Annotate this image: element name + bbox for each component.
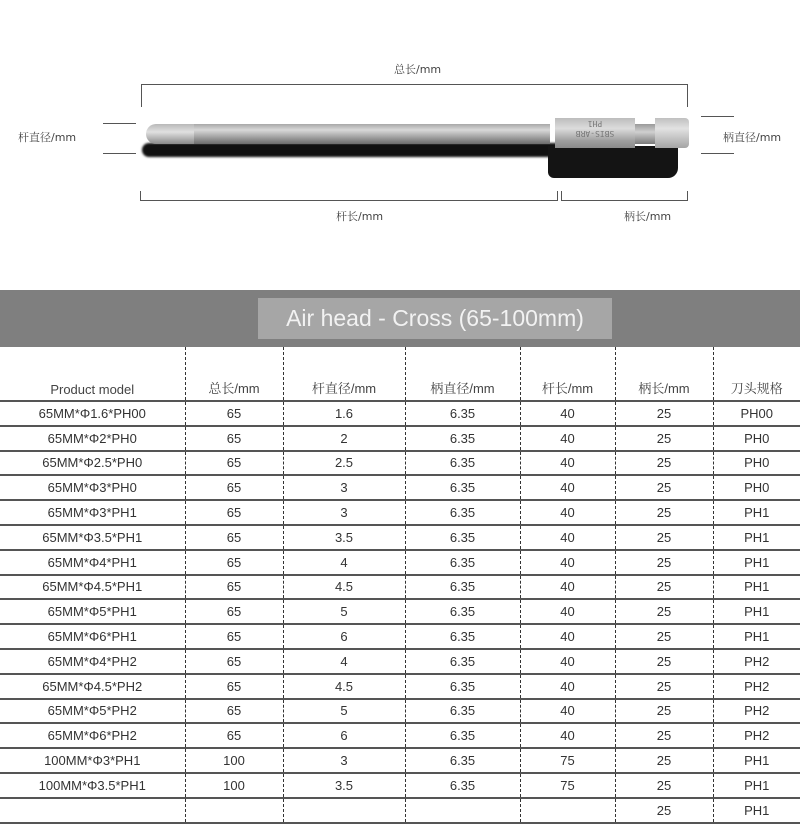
cell-shank-length: 25	[615, 798, 713, 823]
cell-shaft-length: 40	[520, 500, 615, 525]
cell-tip-spec: PH1	[713, 550, 800, 575]
cell-shank-length: 25	[615, 773, 713, 798]
cell-total-length: 65	[185, 674, 283, 699]
cell-shaft-diameter: 2.5	[283, 451, 405, 476]
cell-product-model: 65MM*Φ6*PH2	[0, 723, 185, 748]
cell-shank-length: 25	[615, 699, 713, 724]
cell-total-length: 65	[185, 624, 283, 649]
shank-diameter-tick-bottom	[701, 153, 734, 154]
cell-shaft-length: 75	[520, 748, 615, 773]
header-shaft-diameter: 杆直径/mm	[283, 347, 405, 401]
table-row	[0, 649, 800, 674]
cell-shaft-length: 40	[520, 451, 615, 476]
cell-shank-diameter: 6.35	[405, 649, 520, 674]
table-row	[0, 550, 800, 575]
cell-shank-length: 25	[615, 525, 713, 550]
cell-shank-length: 25	[615, 475, 713, 500]
cell-total-length: 65	[185, 451, 283, 476]
cell-product-model: 65MM*Φ5*PH1	[0, 599, 185, 624]
header-shank-diameter: 柄直径/mm	[405, 347, 520, 401]
table-row	[0, 723, 800, 748]
cell-shaft-length: 40	[520, 575, 615, 600]
cell-total-length: 65	[185, 550, 283, 575]
cell-shaft-length: 40	[520, 401, 615, 426]
shaft-diameter-tick-bottom	[103, 153, 136, 154]
table-header-row	[0, 347, 800, 401]
cell-shank-diameter: 6.35	[405, 475, 520, 500]
cell-shank-length: 25	[615, 723, 713, 748]
header-shank-length: 柄长/mm	[615, 347, 713, 401]
cell-total-length: 65	[185, 699, 283, 724]
cell-product-model	[0, 798, 185, 823]
spec-table	[0, 347, 800, 824]
header-tip-spec: 刀头规格	[713, 347, 800, 401]
cell-shank-diameter	[405, 798, 520, 823]
cell-total-length: 65	[185, 649, 283, 674]
cell-shank-length: 25	[615, 674, 713, 699]
cell-tip-spec: PH1	[713, 748, 800, 773]
shank-length-bracket-right	[687, 191, 688, 201]
cell-total-length: 65	[185, 426, 283, 451]
shaft-shadow	[142, 143, 562, 157]
cell-shank-diameter: 6.35	[405, 674, 520, 699]
table-row	[0, 500, 800, 525]
cell-shank-length: 25	[615, 426, 713, 451]
bit-dimension-diagram	[0, 0, 800, 290]
cell-total-length: 65	[185, 525, 283, 550]
cell-shaft-diameter: 4.5	[283, 674, 405, 699]
shaft-diameter-tick-top	[103, 123, 136, 124]
cell-shank-diameter: 6.35	[405, 748, 520, 773]
total-length-bracket-top	[141, 84, 688, 85]
cell-total-length: 65	[185, 475, 283, 500]
cell-tip-spec: PH00	[713, 401, 800, 426]
shank-length-bracket-left	[561, 191, 562, 201]
cell-shaft-length: 40	[520, 649, 615, 674]
shank-length-bracket-bottom	[561, 200, 688, 201]
cell-shank-diameter: 6.35	[405, 500, 520, 525]
cell-shaft-diameter: 6	[283, 624, 405, 649]
cell-product-model: 65MM*Φ3.5*PH1	[0, 525, 185, 550]
shaft-length-bracket-left	[140, 191, 141, 201]
cell-tip-spec: PH1	[713, 599, 800, 624]
cell-shaft-diameter: 3	[283, 500, 405, 525]
header-shaft-length: 杆长/mm	[520, 347, 615, 401]
cell-tip-spec: PH2	[713, 723, 800, 748]
cell-shaft-diameter: 5	[283, 699, 405, 724]
bit-shaft	[150, 124, 550, 144]
cell-shaft-length: 40	[520, 674, 615, 699]
cell-tip-spec: PH2	[713, 674, 800, 699]
cell-product-model: 65MM*Φ2.5*PH0	[0, 451, 185, 476]
table-row	[0, 748, 800, 773]
phillips-tip-icon	[146, 124, 194, 144]
cell-total-length: 65	[185, 401, 283, 426]
table-row	[0, 525, 800, 550]
cell-shaft-length: 40	[520, 599, 615, 624]
cell-product-model: 65MM*Φ3*PH0	[0, 475, 185, 500]
cell-shaft-length: 40	[520, 550, 615, 575]
table-body	[0, 401, 800, 823]
table-row	[0, 773, 800, 798]
table-row	[0, 475, 800, 500]
cell-tip-spec: PH0	[713, 475, 800, 500]
total-length-bracket-left	[141, 84, 142, 107]
table-row	[0, 798, 800, 823]
cell-shank-diameter: 6.35	[405, 401, 520, 426]
cell-shank-length: 25	[615, 748, 713, 773]
cell-shank-diameter: 6.35	[405, 773, 520, 798]
cell-shaft-diameter: 5	[283, 599, 405, 624]
cell-product-model: 100MM*Φ3*PH1	[0, 748, 185, 773]
shaft-diameter-label: 杆直径/mm	[18, 131, 77, 144]
header-product-model: Product model	[0, 347, 185, 401]
hex-end	[655, 118, 689, 148]
cell-product-model: 65MM*Φ5*PH2	[0, 699, 185, 724]
cell-shaft-length: 40	[520, 723, 615, 748]
cell-product-model: 65MM*Φ6*PH1	[0, 624, 185, 649]
cell-tip-spec: PH1	[713, 773, 800, 798]
cell-shaft-diameter: 3.5	[283, 525, 405, 550]
table-row	[0, 426, 800, 451]
cell-tip-spec: PH0	[713, 426, 800, 451]
cell-tip-spec: PH1	[713, 525, 800, 550]
cell-shank-length: 25	[615, 624, 713, 649]
shaft-length-bracket-right	[557, 191, 558, 201]
cell-shank-diameter: 6.35	[405, 575, 520, 600]
table-row	[0, 674, 800, 699]
cell-shank-diameter: 6.35	[405, 426, 520, 451]
cell-total-length: 65	[185, 575, 283, 600]
cell-shank-diameter: 6.35	[405, 624, 520, 649]
section-title: Air head - Cross (65-100mm)	[258, 298, 612, 339]
cell-shaft-diameter: 1.6	[283, 401, 405, 426]
bit-marking: SBIS-ARB PH1	[575, 119, 615, 138]
cell-shaft-diameter: 6	[283, 723, 405, 748]
cell-product-model: 65MM*Φ2*PH0	[0, 426, 185, 451]
table-row	[0, 451, 800, 476]
cell-shaft-length: 75	[520, 773, 615, 798]
shaft-length-label: 杆长/mm	[336, 210, 384, 223]
cell-shank-length: 25	[615, 575, 713, 600]
cell-shaft-diameter: 3.5	[283, 773, 405, 798]
total-length-bracket-right	[687, 84, 688, 107]
cell-shaft-diameter: 3	[283, 475, 405, 500]
cell-shaft-diameter: 4	[283, 550, 405, 575]
cell-shaft-length	[520, 798, 615, 823]
shank-length-label: 柄长/mm	[624, 210, 672, 223]
table-row	[0, 599, 800, 624]
cell-shaft-diameter: 3	[283, 748, 405, 773]
table-row	[0, 575, 800, 600]
cell-shank-diameter: 6.35	[405, 699, 520, 724]
shank-diameter-tick-top	[701, 116, 734, 117]
cell-shank-length: 25	[615, 500, 713, 525]
cell-shank-diameter: 6.35	[405, 550, 520, 575]
shaft-length-bracket-bottom	[140, 200, 558, 201]
cell-shank-length: 25	[615, 599, 713, 624]
cell-shaft-length: 40	[520, 624, 615, 649]
cell-product-model: 100MM*Φ3.5*PH1	[0, 773, 185, 798]
cell-shaft-diameter	[283, 798, 405, 823]
cell-shaft-length: 40	[520, 699, 615, 724]
total-length-label: 总长/mm	[394, 63, 442, 76]
cell-total-length	[185, 798, 283, 823]
table-row	[0, 624, 800, 649]
cell-tip-spec: PH1	[713, 500, 800, 525]
shank-diameter-label: 柄直径/mm	[723, 131, 782, 144]
cell-shank-length: 25	[615, 550, 713, 575]
cell-tip-spec: PH1	[713, 798, 800, 823]
table-row	[0, 699, 800, 724]
cell-shank-diameter: 6.35	[405, 599, 520, 624]
cell-product-model: 65MM*Φ4*PH2	[0, 649, 185, 674]
cell-product-model: 65MM*Φ1.6*PH00	[0, 401, 185, 426]
table-row	[0, 401, 800, 426]
cell-tip-spec: PH2	[713, 649, 800, 674]
cell-total-length: 65	[185, 500, 283, 525]
cell-shaft-diameter: 4	[283, 649, 405, 674]
cell-product-model: 65MM*Φ3*PH1	[0, 500, 185, 525]
shank-shadow	[548, 146, 678, 178]
cell-shaft-length: 40	[520, 475, 615, 500]
cell-shank-diameter: 6.35	[405, 723, 520, 748]
cell-shank-length: 25	[615, 451, 713, 476]
cell-shaft-diameter: 2	[283, 426, 405, 451]
cell-shank-diameter: 6.35	[405, 525, 520, 550]
cell-product-model: 65MM*Φ4.5*PH1	[0, 575, 185, 600]
cell-shank-length: 25	[615, 401, 713, 426]
cell-product-model: 65MM*Φ4*PH1	[0, 550, 185, 575]
cell-total-length: 100	[185, 773, 283, 798]
cell-shank-length: 25	[615, 649, 713, 674]
cell-shaft-length: 40	[520, 525, 615, 550]
cell-tip-spec: PH1	[713, 575, 800, 600]
cell-total-length: 100	[185, 748, 283, 773]
cell-tip-spec: PH2	[713, 699, 800, 724]
shank-groove	[635, 124, 655, 144]
cell-shaft-length: 40	[520, 426, 615, 451]
cell-shank-diameter: 6.35	[405, 451, 520, 476]
cell-shaft-diameter: 4.5	[283, 575, 405, 600]
section-banner	[0, 290, 800, 347]
cell-product-model: 65MM*Φ4.5*PH2	[0, 674, 185, 699]
cell-tip-spec: PH0	[713, 451, 800, 476]
cell-total-length: 65	[185, 599, 283, 624]
header-total-length: 总长/mm	[185, 347, 283, 401]
cell-tip-spec: PH1	[713, 624, 800, 649]
cell-total-length: 65	[185, 723, 283, 748]
